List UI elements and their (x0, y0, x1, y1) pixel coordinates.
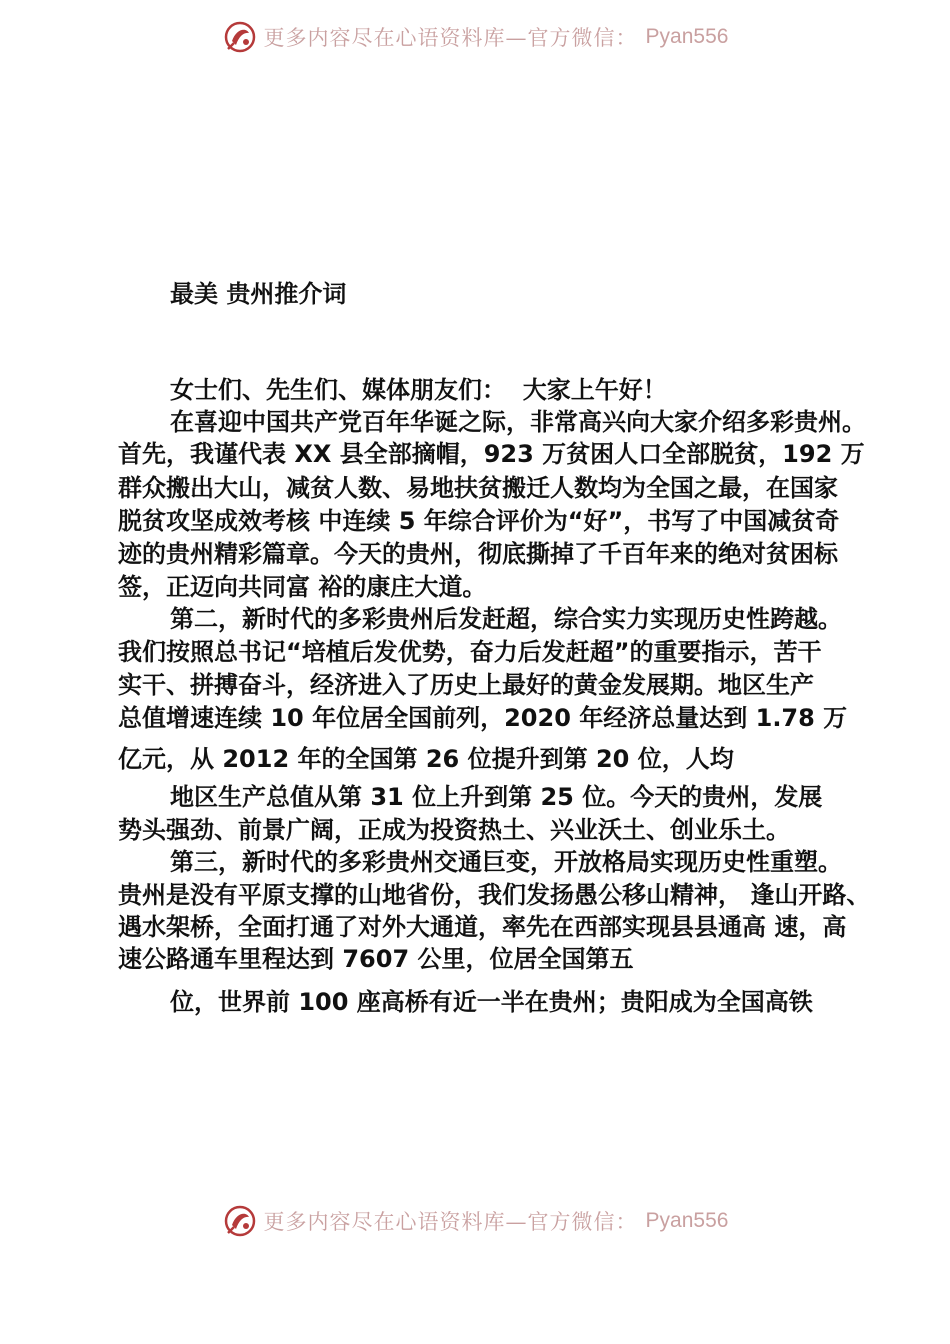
paragraph-line: 签，正迈向共同富 裕的康庄大道。 (118, 573, 487, 601)
paragraph-line: 我们按照总书记“培植后发优势，奋力后发赶超”的重要指示，苦干 (118, 638, 822, 666)
paragraph-line: 脱贫攻坚成效考核 中连续 5 年综合评价为“好”，书写了中国减贫奇 (118, 507, 840, 535)
paragraph-line: 位，世界前 100 座高桥有近一半在贵州；贵阳成为全国高铁 (170, 988, 813, 1016)
watermark-group (222, 19, 729, 55)
paragraph-line: 第二，新时代的多彩贵州后发赶超，综合实力实现历史性跨越。 (170, 605, 842, 633)
paragraph-line: 群众搬出大山，减贫人数、易地扶贫搬迁人数均为全国之最，在国家 (118, 474, 838, 502)
watermark-text: 更多内容尽在心语资料库—官方微信： (263, 1210, 638, 1234)
paragraph-line: 首先，我谨代表 XX 县全部摘帽，923 万贫困人口全部脱贫，192 万 (118, 440, 865, 468)
paragraph-line: 实干、拼搏奋斗，经济进入了历史上最好的黄金发展期。地区生产 (118, 671, 814, 699)
paragraph-line: 遇水架桥，全面打通了对外大通道，率先在西部实现县县通高 速，高 (118, 913, 847, 941)
paragraph-line: 女士们、先生们、媒体朋友们： 大家上午好！ (170, 376, 667, 404)
paragraph-line: 势头强劲、前景广阔，正成为投资热土、兴业沃土、创业乐土。 (118, 816, 790, 844)
paragraph-line: 在喜迎中国共产党百年华诞之际，非常高兴向大家介绍多彩贵州。 (170, 408, 866, 436)
paragraph-line: 贵州是没有平原支撑的山地省份，我们发扬愚公移山精神， 逢山开路、 (118, 881, 871, 909)
paragraph-line: 地区生产总值从第 31 位上升到第 25 位。今天的贵州，发展 (170, 783, 823, 811)
document-title: 最美 贵州推介词 (170, 280, 347, 308)
paragraph-line: 亿元，从 2012 年的全国第 26 位提升到第 20 位，人均 (118, 745, 734, 773)
paragraph-line: 总值增速连续 10 年位居全国前列，2020 年经济总量达到 1.78 万 (118, 704, 848, 732)
watermark-wechat-id: Pyan556 (645, 1209, 729, 1232)
logo-icon (222, 19, 258, 55)
logo-icon (222, 1203, 258, 1239)
watermark-group (222, 1203, 729, 1239)
watermark-wechat-id: Pyan556 (645, 25, 729, 48)
watermark-text: 更多内容尽在心语资料库—官方微信： (263, 26, 638, 50)
footer-watermark (0, 1198, 950, 1244)
header-watermark (0, 14, 950, 60)
paragraph-line: 迹的贵州精彩篇章。今天的贵州，彻底撕掉了千百年来的绝对贫困标 (118, 540, 838, 568)
paragraph-line: 第三，新时代的多彩贵州交通巨变，开放格局实现历史性重塑。 (170, 848, 842, 876)
paragraph-line: 速公路通车里程达到 7607 公里，位居全国第五 (118, 945, 634, 973)
